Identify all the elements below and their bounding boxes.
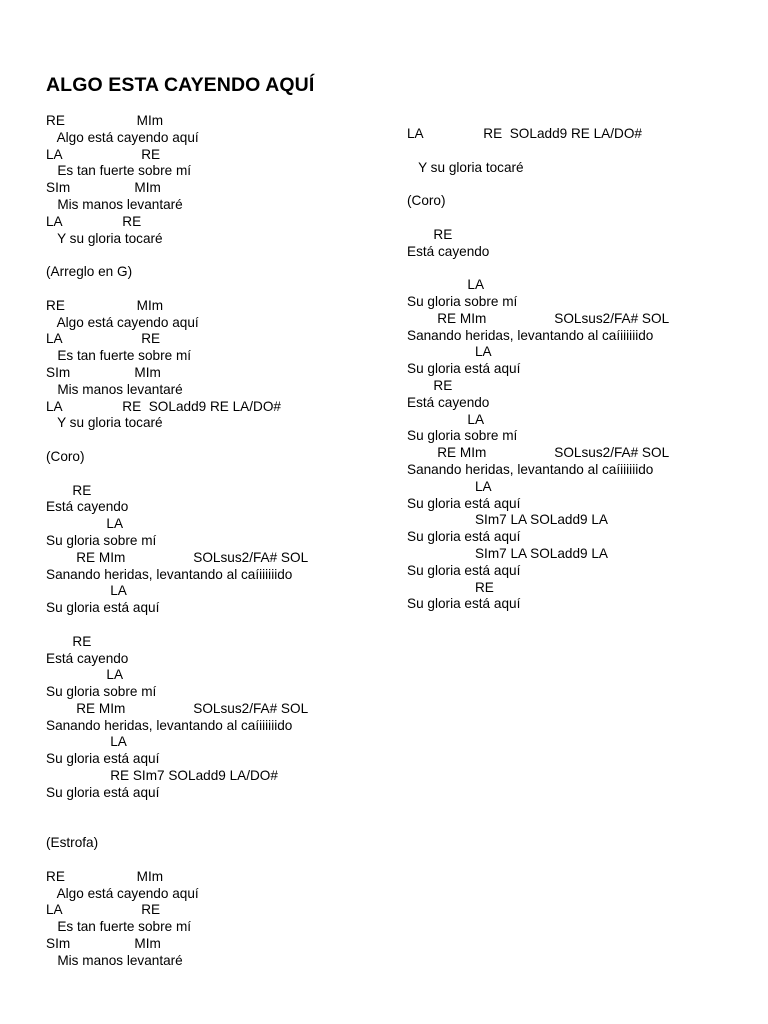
left-column-lyrics: RE MIm Algo está cayendo aquí LA RE Es tan fuerte sobre mí SIm MIm Mis manos levantaré LA RE Y su gloria tocaré (Arreglo en G) RE MIm Algo está cayendo aquí LA RE Es tan fuerte sobre mí SIm MIm Mis manos levantaré LA RE SOLadd9 RE LA/DO# Y su gloria tocaré (Coro) RE Está cayendo LA Su gloria sobre mí RE MIm SOLsus2/FA# SOL Sanando heridas, levantando al caíiiiiiido LA Su gloria está aquí RE Está cayendo LA Su gloria sobre mí RE MIm SOLsus2/FA# SOL Sanando heridas, levantando al caíiiiiiido LA Su gloria está aquí RE SIm7 SOLadd9 LA/DO# Su gloria está aquí (Estrofa) RE MIm Algo está cayendo aquí LA RE Es tan fuerte sobre mí SIm MIm Mis manos levantaré [46, 113, 309, 968]
right-column-lyrics: LA RE SOLadd9 RE LA/DO# Y su gloria tocaré (Coro) RE Está cayendo LA Su gloria sobre mí RE MIm SOLsus2/FA# SOL Sanando heridas, levantando al caíiiiiiido LA Su gloria está aquí RE Está cayendo LA Su gloria sobre mí RE MIm SOLsus2/FA# SOL Sanando heridas, levantando al caíiiiiiido LA Su gloria está aquí SIm7 LA SOLadd9 LA Su gloria está aquí SIm7 LA SOLadd9 LA Su gloria está aquí RE Su gloria está aquí [407, 126, 670, 612]
song-title: ALGO ESTA CAYENDO AQUÍ [46, 74, 315, 96]
